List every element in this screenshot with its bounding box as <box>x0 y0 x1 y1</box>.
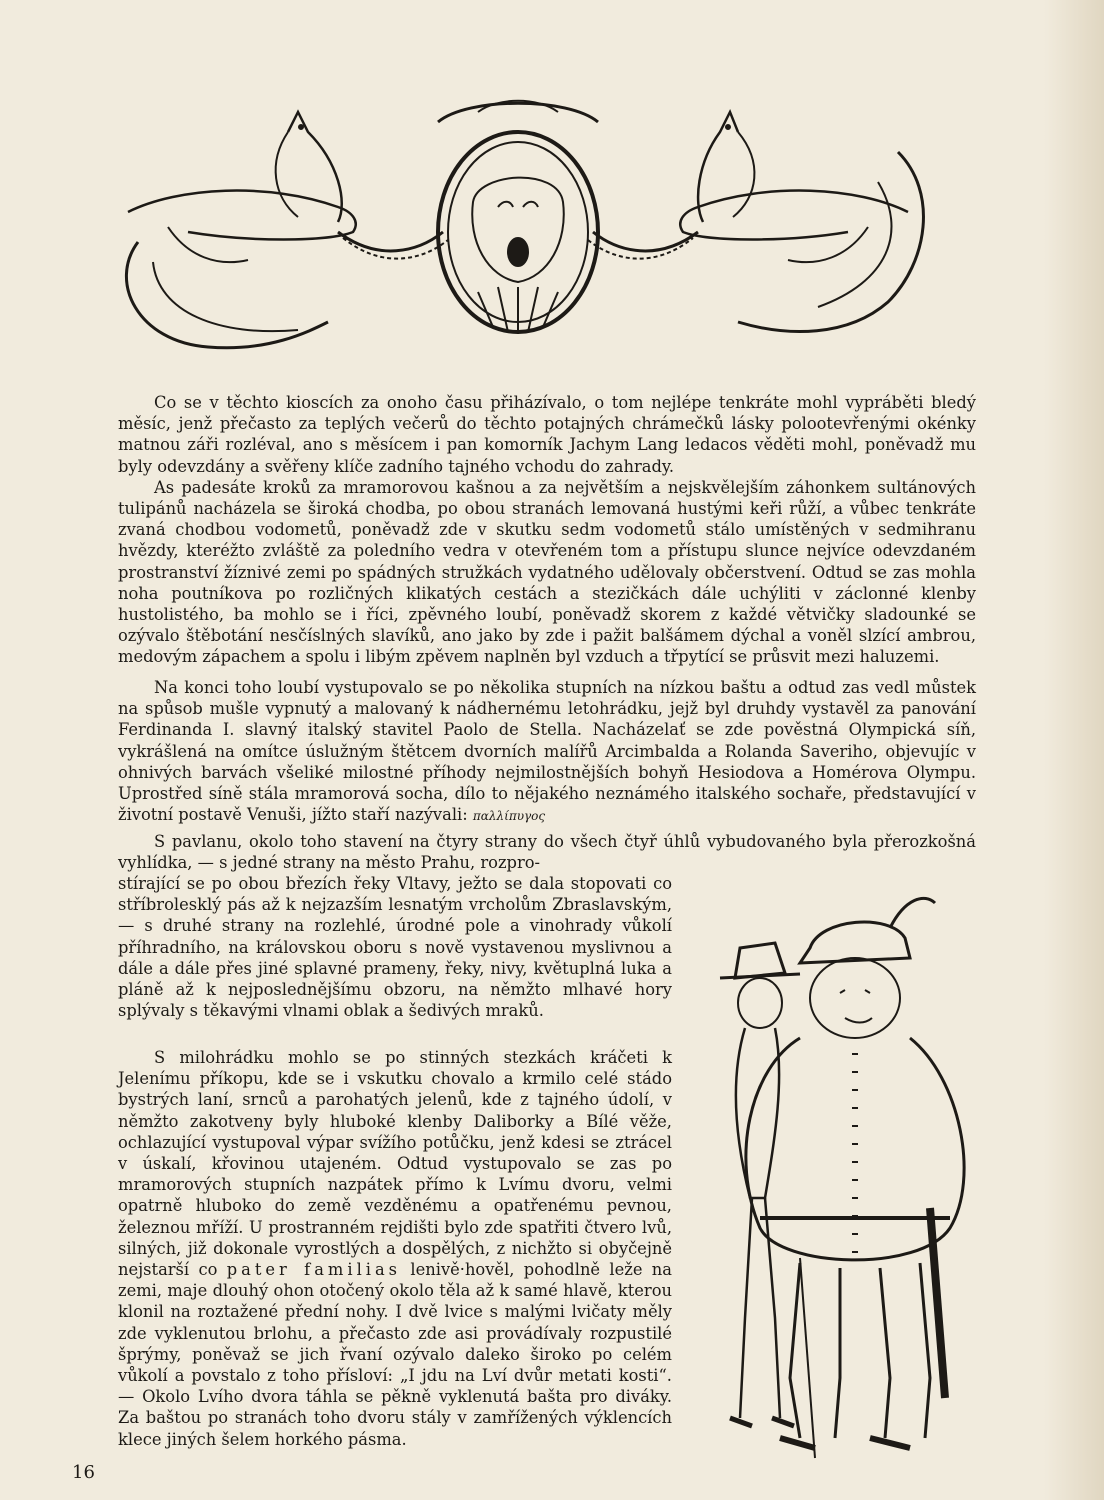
paragraph-kiosks: Co se v těchto kioscích za onoho času přiházívalo, o tom nejlépe tenkráte mohl vypráběti bledý měsíc, jenž přečasto za teplých večerů do těchto potajných chrámečků lásky polootevřenými okénky matnou záři rozléval, ano s měsícem i pan komorník Jachym Lang ledacos věděti mohl, poněvadž mu byly odevzdány a svěřeny klíče zadního tajného vchodu do zahrady. <box>118 393 976 476</box>
paragraph-lions <box>118 1047 672 1450</box>
paragraph-lions-text <box>118 1047 672 1450</box>
page-number: 16 <box>72 1462 95 1483</box>
paragraph-block-top <box>118 392 976 668</box>
paragraph-view-rest: stírající se po obou březích řeky Vltavy, ježto se dala stopovati co stříbrolesklý pás až k nejzazším lesnatým vrcholům Zbraslavským, — s druhé strany na rozlehlé, úrodné pole a vinohrady vůkolí příhradního, na královskou oboru s nově vystavenou myslivnou a dále a dále přes jiné splavné prameny, řeky, nivy, květuplná luka a pláně až k nejposlednějšímu obzoru, na němžto mlhavé hory splývaly s těkavými vlnami oblak a šedivých mraků. <box>118 874 672 1021</box>
paragraph-fountains: As padesáte kroků za mramorovou kašnou a za největším a nejskvělejším záhonkem sultánových tulipánů nacházela se široká chodba, po obou stranách lemovaná hustými keři růží, a vůbec tenkráte zvaná chodbou vodometů, poněvadž zde v skutku sedm vodometů stálo umístěných v sedmihranu hvězdy, kteréžto zvláště za poledního vedra v otevřeném tom a přístupu slunce nejvíce odevzdaném prostranství žíznivé zemi po spádných stružkách vydatného udělovaly občerstvení. Odtud se zas mohla noha poutníkova po rozličných klikatých cestách a stezičkách dále uchýliti v záclonné klenby hustolistého, ba mohlo se i říci, zpěvného loubí, poněvadž skorem z každé větvičky sladounké se ozývalo štěbotání nesčíslných slavíků, ano jako by zde i pažit balšámem dýchal a voněl slzící ambrou, medovým zápachem a spolu i libým zpěvem naplněn byl vzduch a třpytící se průsvit mezi haluzemi. <box>118 477 976 667</box>
headpiece-ornament <box>98 92 938 372</box>
page-edge-shadow <box>1044 0 1104 1500</box>
paragraph-block-summerhouse <box>118 677 976 827</box>
latin-phrase: pater familias <box>226 1260 402 1280</box>
lions-text-before: S milohrádku mohlo se po stinných stezkách kráčeti k Jelenímu příkopu, kde se i vskutku chovalo a krmilo celé stádo bystrých laní, srnců a parohatých jelenů, kde z tajného údolí, v němžto zakotveny byly hluboké klenby Daliborky a Bílé věže, ochlazující vystupoval výpar svížího potůčku, jenž kdesi se ztrácel v úskalí, křovinou utajeném. Odtud vystupovalo se zas po mramorových stupních nazpátek přímo k Lvímu dvoru, velmi opatrně hluboko do země vezděnému a opatřenému pevnou, železnou mříží. U prostranném rejdišti bylo zde spatřiti čtvero lvů, silných, již dokonale vyrostlých a dospělých, z nichžto si obyčejně nejstarší co <box>118 1048 672 1280</box>
greek-epithet: παλλίπυγος <box>472 809 546 824</box>
paragraph-view-continued <box>118 873 672 1021</box>
lions-text-after: lenivě·hověl, pohodlně leže na zemi, maje dlouhý ohon otočený okolo těla až k samé hlavě, kterou klonil na roztažené přední nohy. I dvě lvice s malými lvičaty měly zde vyklenutou brlohu, a přečasto zde asi provádívaly rozpustilé šprýmy, poněvaž se jich řvaní ozývalo daleko široko po celém vůkolí a povstalo z toho přísloví: „I jdu na Lví dvůr metati kosti“. — Okolo Lvího dvora táhla se pěkně vyklenutá bašta pro diváky. Za baštou po stranách toho dvoru stály v zamřížených výklencích klece jiných šelem horkého pásma. <box>118 1260 672 1449</box>
paragraph-block-view <box>118 831 976 873</box>
paragraph-summerhouse <box>118 677 976 827</box>
summerhouse-text: Na konci toho loubí vystupovalo se po několika stupních na nízkou baštu a odtud zas vedl můstek na spůsob mušle vypnutý a malovaný k nádhernému letohrádku, jejž byl druhdy vystavěl za panování Ferdinanda I. slavný italský stavitel Paolo de Stella. Nacházelať se zde pověstná Olympická síň, vykrášlená na omítce úslužným štětcem dvorních malířů Arcimbalda a Rolanda Saveriho, objevujíc v ohnivých barvách všeliké milostné příhody nejmilostnějších bohyň Hesiodova a Homérova Olympu. Uprostřed síně stála mramorová socha, dílo to nějakého neznámého italského sochaře, představující v životní postavě Venuši, jížto staří nazývali: <box>118 678 976 825</box>
two-men-illustration <box>690 878 990 1478</box>
paragraph-view-start: S pavlanu, okolo toho stavení na čtyry strany do všech čtyř úhlů vybudovaného byla přerozkošná vyhlídka, — s jedné strany na město Prahu, rozpro- <box>118 832 976 873</box>
